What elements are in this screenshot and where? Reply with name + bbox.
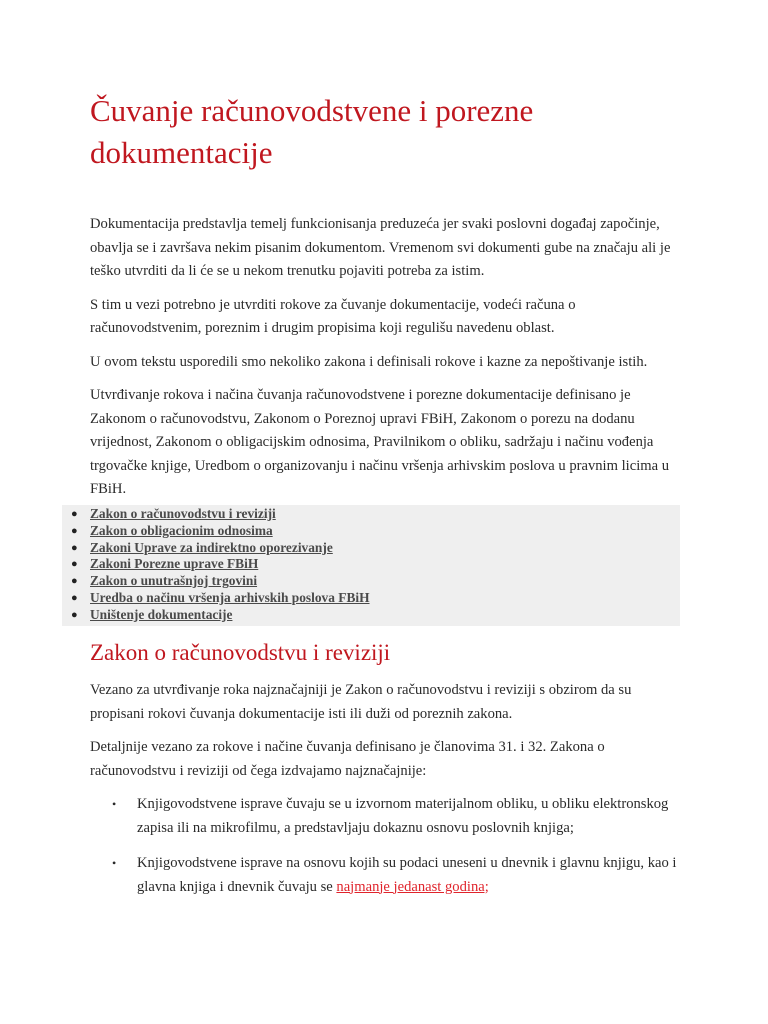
- list-item: [90, 793, 680, 840]
- toc-link-racunovodstvo[interactable]: Zakon o računovodstvu i reviziji: [90, 506, 276, 521]
- toc-item: [62, 607, 680, 624]
- toc-item: [62, 540, 680, 557]
- retention-period-link[interactable]: najmanje jedanast godina;: [336, 878, 489, 895]
- list-item-text: Knjigovodstvene isprave čuvaju se u izvornom materijalnom obliku, u obliku elektronskog zapisa ili na mikrofilmu, a predstavljaju dokaznu osnovu poslovnih knjiga;: [137, 796, 669, 836]
- table-of-contents: [62, 505, 680, 626]
- bullet-list: [90, 793, 680, 899]
- bullet-icon: ●: [71, 508, 78, 520]
- intro-text: [90, 213, 680, 512]
- toc-item: [62, 523, 680, 540]
- section-paragraph: Vezano za utvrđivanje roka najznačajniji je Zakon o računovodstvu i reviziji s obzirom da su propisani rokovi čuvanja dokumentacije isti ili duži od poreznih zakona.: [90, 682, 632, 722]
- section-paragraph: Detaljnije vezano za rokove i načine čuvanja definisano je članovima 31. i 32. Zakona o računovodstvu i reviziji od čega izdvajamo najznačajnije:: [90, 739, 605, 779]
- bullet-icon: ●: [71, 541, 78, 554]
- list-item: [90, 852, 680, 899]
- page-title: Čuvanje računovodstvene i porezne dokumentacije: [90, 93, 534, 170]
- intro-paragraph: Utvrđivanje rokova i načina čuvanja računovodstvene i porezne dokumentacije definisano je Zakonom o računovodstvu, Zakonom o Poreznoj upravi FBiH, Zakonom o porezu na dodanu vrijednost, Zakonom o obligacijskim odnosima, Pravilnikom o obliku, sadržaju i načinu vođenja trgovačke knjige, Uredbom o organizovanju i načinu vršenja arhivskim poslova u pravnim licima u FBiH.: [90, 387, 670, 497]
- section-heading: Zakon o računovodstvu i reviziji: [90, 640, 391, 665]
- toc-link-uredba[interactable]: Uredba o načinu vršenja arhivskih poslova FBiH: [90, 589, 370, 605]
- toc-link-porezna[interactable]: Zakoni Porezne uprave FBiH: [90, 556, 259, 572]
- toc-link-unistenje[interactable]: Uništenje dokumentacije: [90, 606, 233, 622]
- toc-link-uio[interactable]: Zakoni Uprave za indirektno oporezivanje: [90, 539, 333, 555]
- bullet-icon: ●: [71, 558, 78, 571]
- toc-item: [62, 590, 680, 607]
- list-item-text: Knjigovodstvene isprave na osnovu kojih su podaci uneseni u dnevnik i glavnu knjigu, kao i glavna knjiga i dnevnik čuvaju se: [137, 855, 677, 895]
- toc-item: [62, 573, 680, 590]
- toc-item: [62, 556, 680, 573]
- bullet-icon: ●: [71, 524, 78, 537]
- section-body: [90, 679, 680, 911]
- intro-paragraph: S tim u vezi potrebno je utvrditi rokove za čuvanje dokumentacije, vodeći računa o računovodstvenim, poreznim i drugim propisima koji regulišu navedenu oblast.: [90, 296, 576, 336]
- toc-link-obligacioni[interactable]: Zakon o obligacionim odnosima: [90, 522, 273, 538]
- bullet-icon: •: [112, 856, 117, 870]
- toc-item: [62, 506, 680, 523]
- bullet-icon: ●: [71, 608, 78, 621]
- bullet-icon: •: [112, 797, 117, 811]
- bullet-icon: ●: [71, 575, 78, 588]
- intro-paragraph: U ovom tekstu usporedili smo nekoliko zakona i definisali rokove i kazne za nepoštivanje istih.: [90, 353, 648, 370]
- toc-link-trgovina[interactable]: Zakon o unutrašnjoj trgovini: [90, 573, 258, 589]
- bullet-icon: ●: [71, 591, 78, 604]
- intro-paragraph: Dokumentacija predstavlja temelj funkcionisanja preduzeća jer svaki poslovni događaj započinje, obavlja se i završava nekim pisanim dokumentom. Vremenom svi dokumenti gube na značaju ali je teško utvrditi da li će se u nekom trenutku pojaviti potreba za istim.: [90, 216, 671, 279]
